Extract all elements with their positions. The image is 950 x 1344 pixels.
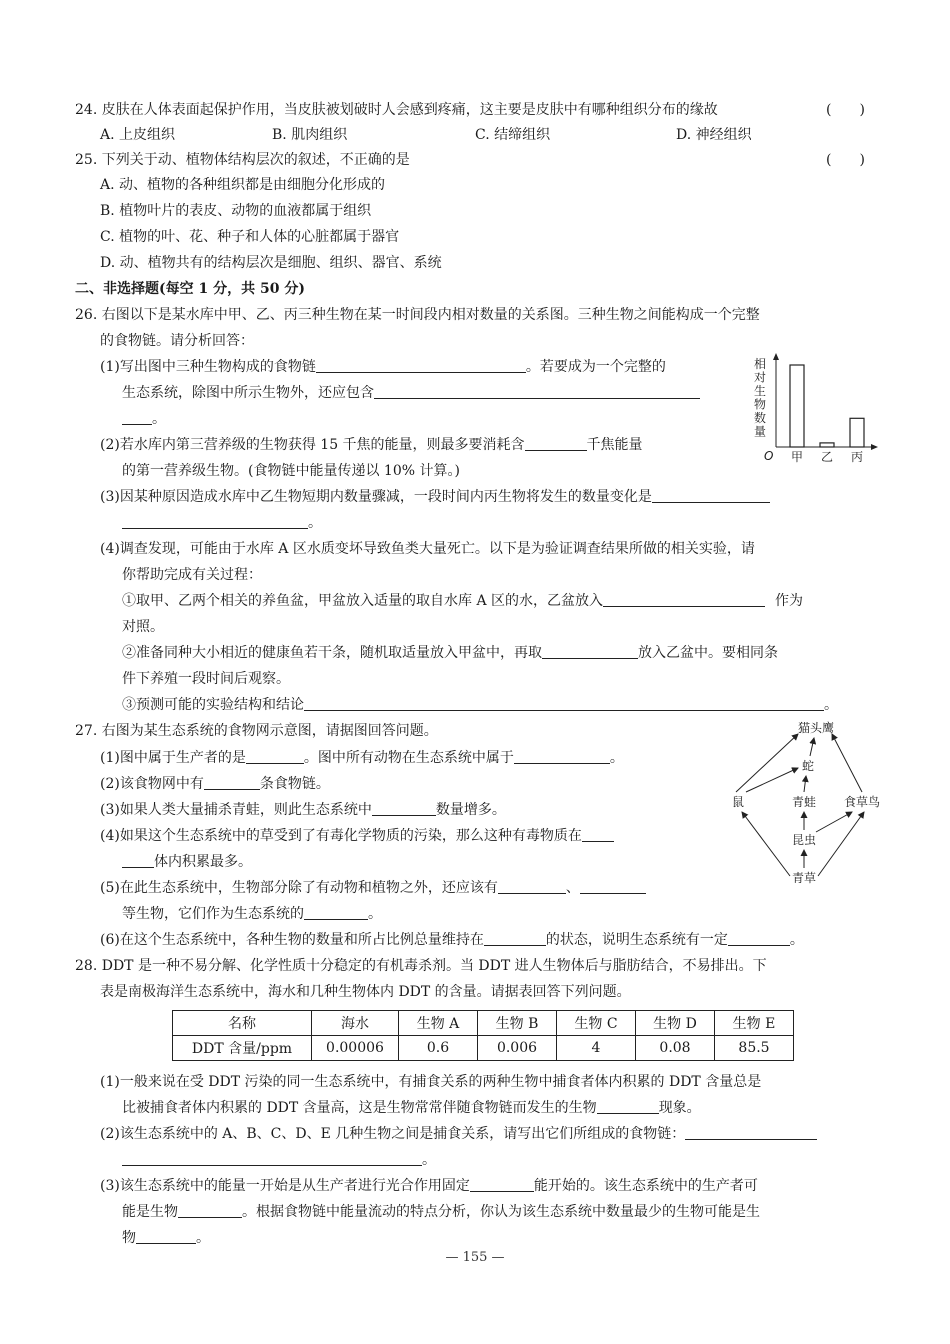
svg-text:相对生物数量: 相对生物数量 [753, 357, 767, 439]
section-heading: 二、非选择题(每空 1 分，共 50 分) [75, 281, 305, 297]
table-header-cell: 生物 E [715, 1011, 794, 1036]
q25-stem: 25. 下列关于动、植物体结构层次的叙述，不正确的是 [75, 152, 410, 168]
q27-part4-line2: 体内积累最多。 [122, 852, 252, 872]
answer-blank[interactable] [204, 775, 260, 790]
arrow-mouse-snake [746, 768, 798, 792]
page-number: — 155 — [445, 1250, 505, 1265]
q25-answer-paren: ( ) [826, 152, 865, 168]
answer-blank[interactable] [498, 879, 566, 894]
q27-part1: (1)图中属于生产者的是 。图中所有动物在生态系统中属于 。 [100, 750, 624, 766]
q28-stem-line1: 28. DDT 是一种不易分解、化学性质十分稳定的有机毒杀剂。当 DDT 进人生物体后与脂肪结合，不易排出。下 [75, 958, 767, 974]
node-mouse: 鼠 [731, 795, 745, 809]
q28-part3-line1: (3)该生态系统中的能量一开始是从生产者进行光合作用固定 能开始的。该生态系统中的生产者可 [100, 1178, 758, 1194]
x-tick-label: 甲 [790, 450, 804, 464]
node-grass: 青草 [791, 871, 817, 885]
answer-blank[interactable] [304, 905, 368, 920]
q24-option-c: C. 结缔组织 [475, 127, 551, 143]
q26-part2-line1: (2)若水库内第三营养级的生物获得 15 千焦的能量，则最多要消耗含 千焦能量 [100, 437, 643, 453]
q27-part6: (6)在这个生态系统中，各种生物的数量和所占比例总量维持在 的状态，说明生态系统有一定 。 [100, 932, 804, 948]
answer-blank[interactable] [652, 488, 770, 503]
arrow-bird-owl [832, 734, 862, 792]
relative-quantity-bar-chart [748, 352, 880, 470]
table-header-cell: 海水 [312, 1011, 399, 1036]
answer-blank[interactable] [542, 644, 638, 659]
arrow-grass-bird [818, 812, 864, 876]
q26-part4-line2: 你帮助完成有关过程： [122, 567, 262, 583]
q27-part4-line1: (4)如果这个生态系统中的草受到了有毒化学物质的污染，那么这种有毒物质在 [100, 826, 614, 846]
arrow-frog-snake [804, 776, 806, 792]
q26-part3-line2: 。 [122, 513, 322, 533]
q24-option-d: D. 神经组织 [676, 127, 752, 143]
x-axis-arrow [871, 444, 878, 450]
q28-part1-line1: (1)一般来说在受 DDT 污染的同一生态系统中，有捕食关系的两种生物中捕食者体内积累的 DDT 含量总是 [100, 1074, 762, 1090]
q27-stem: 27. 右图为某生态系统的食物网示意图，请据图回答问题。 [75, 723, 438, 739]
arrow-snake-owl [810, 738, 814, 756]
table-header-cell: 名称 [173, 1011, 312, 1036]
q25-option-b: B. 植物叶片的表皮、动物的血液都属于组织 [100, 203, 372, 219]
q26-step2-line1: ②准备同种大小相近的健康鱼若干条，随机取适量放入甲盆中，再取 放入乙盆中。要相同条 [122, 645, 778, 661]
table-cell: 0.00006 [312, 1036, 399, 1061]
arrow-grass-mouse [742, 812, 790, 876]
q26-part3-line1: (3)因某种原因造成水库中乙生物短期内数量骤减，一段时间内丙生物将发生的数量变化是 [100, 487, 770, 507]
origin-label: O [764, 449, 774, 463]
q26-part1-line1: (1)写出图中三种生物构成的食物链 。若要成为一个完整的 [100, 359, 666, 375]
answer-blank[interactable] [122, 853, 154, 868]
q28-part2-line2: 。 [122, 1150, 436, 1170]
q26-part1-line2: 生态系统，除图中所示生物外，还应包含 [122, 383, 700, 403]
table-row [173, 1036, 794, 1061]
food-web-diagram [724, 716, 884, 892]
arrow-insect-bird [816, 812, 852, 832]
q28-part3-line2: 能是生物 。根据食物链中能量流动的特点分析，你认为该生态系统中数量最少的生物可能是生 [122, 1204, 760, 1220]
table-header-cell: 生物 C [557, 1011, 636, 1036]
table-cell: 85.5 [715, 1036, 794, 1061]
x-tick-label: 乙 [820, 450, 834, 464]
node-frog: 青蛙 [791, 795, 817, 809]
table-header-cell: 生物 D [636, 1011, 715, 1036]
q26-part1-line3: 。 [122, 409, 166, 429]
bar-1 [790, 365, 804, 447]
q28-part1-line2: 比被捕食者体内积累的 DDT 含量高，这是生物常常伴随食物链而发生的生物 现象。 [122, 1100, 701, 1116]
answer-blank[interactable] [372, 801, 436, 816]
answer-blank[interactable] [304, 696, 824, 711]
q27-part2: (2)该食物网中有 条食物链。 [100, 776, 330, 792]
node-insect: 昆虫 [791, 833, 817, 847]
q26-step1-line1: ①取甲、乙两个相关的养鱼盆，甲盆放入适量的取自水库 A 区的水，乙盆放入 作为 [122, 593, 804, 609]
q24-option-b: B. 肌肉组织 [272, 127, 348, 143]
q24-answer-paren: ( ) [826, 102, 865, 118]
q28-stem-line2: 表是南极海洋生态系统中，海水和几种生物体内 DDT 的含量。请据表回答下列问题。 [100, 984, 631, 1000]
q26-part4-line1: (4)调查发现，可能由于水库 A 区水质变坏导致鱼类大量死亡。以下是为验证调查结果所做的相关实验，请 [100, 541, 755, 557]
answer-blank[interactable] [685, 1125, 817, 1140]
node-owl: 猫头鹰 [797, 721, 835, 735]
q28-part2-line1: (2)该生态系统中的 A、B、C、D、E 几种生物之间是捕食关系，请写出它们所组成的食物链： [100, 1124, 817, 1144]
answer-blank[interactable] [514, 749, 610, 764]
table-cell: 0.006 [478, 1036, 557, 1061]
answer-blank[interactable] [122, 1151, 422, 1166]
table-cell: 0.6 [399, 1036, 478, 1061]
answer-blank[interactable] [525, 436, 587, 451]
q26-part2-line2: 的第一营养级生物。(食物链中能量传递以 10% 计算。) [122, 463, 460, 479]
y-axis-label [754, 356, 766, 439]
node-bird: 食草鸟 [843, 795, 881, 809]
q27-part3: (3)如果人类大量捕杀青蛙，则此生态系统中 数量增多。 [100, 802, 506, 818]
y-axis-arrow [773, 353, 779, 360]
answer-blank[interactable] [316, 358, 526, 373]
q28-part3-line3: 物 。 [122, 1230, 210, 1246]
answer-blank[interactable] [122, 410, 152, 425]
q24-option-a: A. 上皮组织 [100, 127, 176, 143]
table-cell: 0.08 [636, 1036, 715, 1061]
answer-blank[interactable] [582, 827, 614, 842]
q26-step2-line2: 件下养殖一段时间后观察。 [122, 671, 290, 687]
x-tick-label: 丙 [850, 450, 864, 464]
bar-3 [850, 418, 864, 447]
q25-option-c: C. 植物的叶、花、种子和人体的心脏都属于器官 [100, 229, 400, 245]
answer-blank[interactable] [246, 749, 304, 764]
table-header-cell: 生物 A [399, 1011, 478, 1036]
node-snake: 蛇 [801, 759, 815, 773]
answer-blank[interactable] [597, 1099, 659, 1114]
table-header-cell: 生物 B [478, 1011, 557, 1036]
q26-step1-line2: 对照。 [122, 619, 164, 635]
answer-blank[interactable] [728, 931, 790, 946]
bar-2 [820, 443, 834, 447]
answer-blank[interactable] [580, 879, 646, 894]
answer-blank[interactable] [178, 1203, 242, 1218]
answer-blank[interactable] [122, 514, 308, 529]
table-header-row [173, 1011, 794, 1036]
q27-part5-line2: 等生物，它们作为生态系统的 。 [122, 906, 382, 922]
ddt-content-table [172, 1010, 794, 1061]
arrow-mouse-owl [736, 734, 798, 792]
q25-option-a: A. 动、植物的各种组织都是由细胞分化形成的 [100, 177, 386, 193]
answer-blank[interactable] [470, 1177, 534, 1192]
q25-option-d: D. 动、植物共有的结构层次是细胞、组织、器官、系统 [100, 255, 442, 271]
q27-part5-line1: (5)在此生态系统中，生物部分除了有动物和植物之外，还应该有 、 [100, 878, 646, 898]
q26-step3: ③预测可能的实验结构和结论 。 [122, 697, 838, 713]
answer-blank[interactable] [374, 384, 700, 399]
table-cell: 4 [557, 1036, 636, 1061]
answer-blank[interactable] [136, 1229, 196, 1244]
table-cell: DDT 含量/ppm [173, 1036, 312, 1061]
q26-stem-line2: 的食物链。请分析回答： [100, 333, 254, 349]
q24-stem: 24. 皮肤在人体表面起保护作用，当皮肤被划破时人会感到疼痛，这主要是皮肤中有哪种组织分布的缘故 [75, 102, 718, 118]
answer-blank[interactable] [603, 592, 765, 607]
q26-stem-line1: 26. 右图以下是某水库中甲、乙、丙三种生物在某一时间段内相对数量的关系图。三种生物之间能构成一个完整 [75, 307, 760, 323]
answer-blank[interactable] [484, 931, 546, 946]
